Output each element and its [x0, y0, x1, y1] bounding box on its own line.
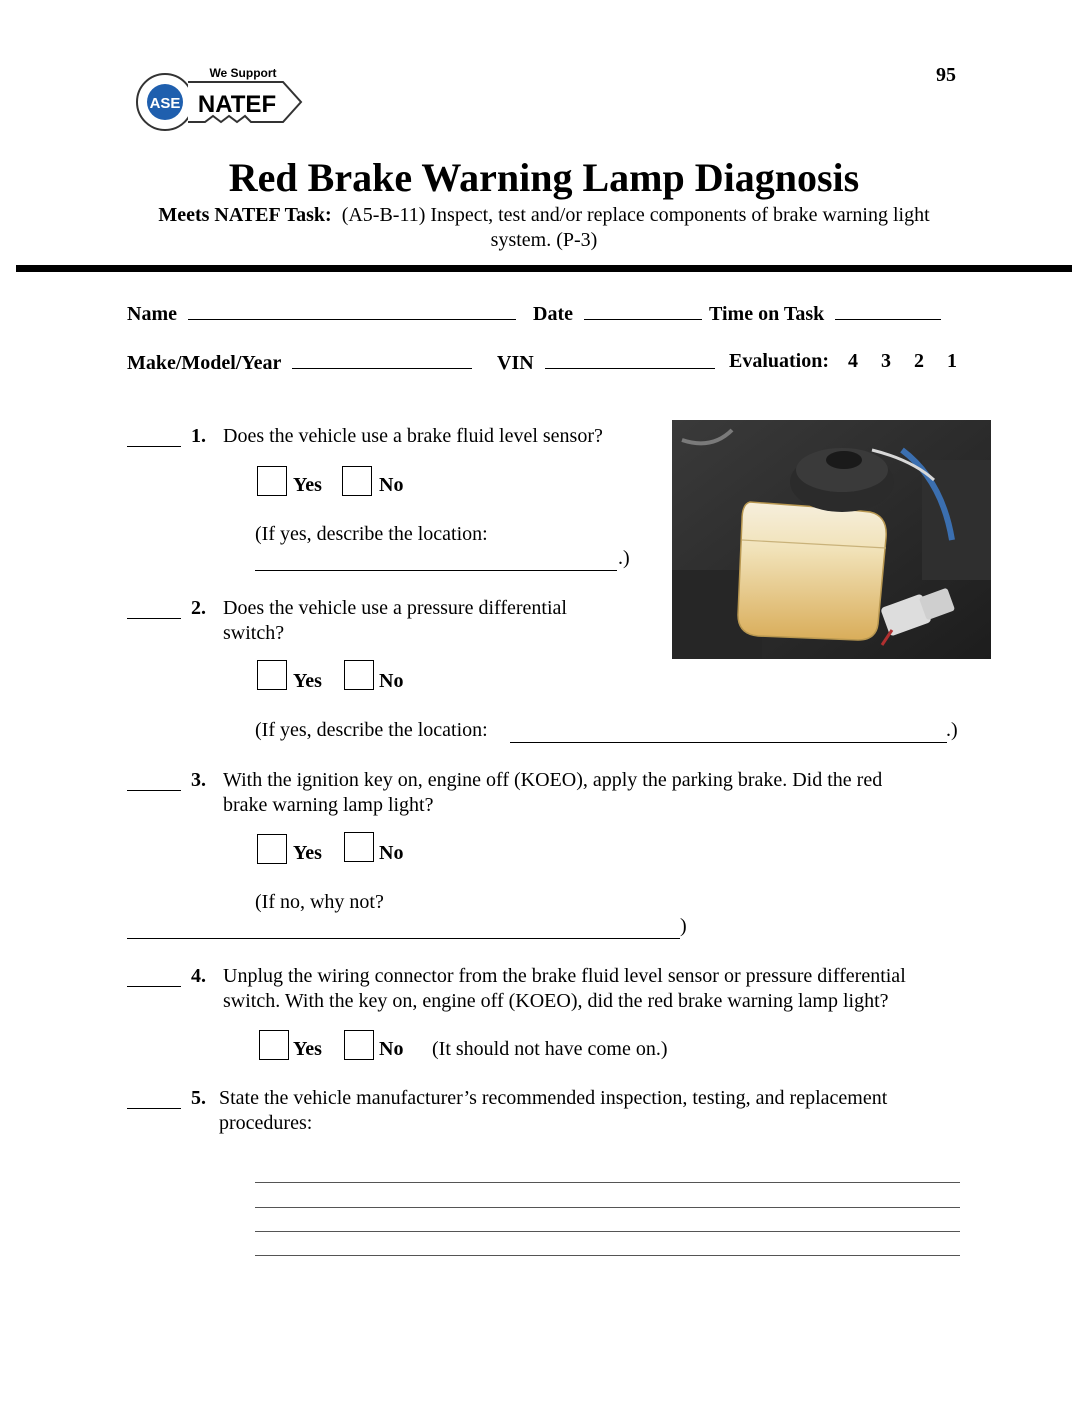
- q2-note-end: .): [946, 719, 958, 741]
- q3-yes-checkbox[interactable]: [257, 834, 287, 864]
- natef-logo: [133, 60, 305, 144]
- q3-no-label: No: [379, 842, 404, 864]
- make-model-year-line[interactable]: [292, 350, 472, 369]
- q2-text-line2: switch?: [223, 622, 285, 644]
- q4-score-blank[interactable]: [127, 966, 181, 987]
- make-model-year-field[interactable]: [127, 350, 472, 375]
- q5-answer-line[interactable]: [255, 1255, 960, 1256]
- q2-yes-label: Yes: [293, 670, 322, 692]
- q3-score-blank[interactable]: [127, 770, 181, 791]
- q2-no-checkbox[interactable]: [344, 660, 374, 690]
- vin-line[interactable]: [545, 350, 715, 369]
- q4-yes-label: Yes: [293, 1038, 322, 1060]
- q1-note-end: .): [618, 547, 630, 569]
- q2-no-label: No: [379, 670, 404, 692]
- evaluation-score-3[interactable]: 3: [881, 350, 892, 372]
- q3-text-line1: With the ignition key on, engine off (KOEO), apply the parking brake. Did the red: [223, 769, 883, 791]
- time-on-task-label: Time on Task: [709, 303, 825, 325]
- q3-text: [223, 768, 882, 818]
- q3-text-line2: brake warning lamp light?: [223, 794, 434, 816]
- q3-yes-label: Yes: [293, 842, 322, 864]
- q5-answer-line[interactable]: [255, 1182, 960, 1183]
- q2-note: (If yes, describe the location:: [255, 719, 488, 741]
- q5-text-line1: State the vehicle manufacturer’s recommended inspection, testing, and replacement: [219, 1087, 888, 1109]
- q1-yes-checkbox[interactable]: [257, 466, 287, 496]
- q4-text: [223, 964, 906, 1014]
- q2-number: 2.: [191, 597, 206, 619]
- vin-label: VIN: [497, 352, 534, 374]
- name-line[interactable]: [188, 301, 516, 320]
- evaluation-score-1[interactable]: 1: [947, 350, 958, 372]
- task-description: [0, 203, 1088, 253]
- q1-yes-label: Yes: [293, 474, 322, 496]
- q5-number: 5.: [191, 1087, 206, 1109]
- date-field[interactable]: [533, 301, 702, 326]
- name-label: Name: [127, 303, 177, 325]
- name-field[interactable]: [127, 301, 516, 326]
- q3-reason-line[interactable]: [127, 938, 680, 939]
- q4-note: (It should not have come on.): [432, 1038, 668, 1060]
- q1-number: 1.: [191, 425, 206, 447]
- time-on-task-line[interactable]: [835, 301, 941, 320]
- evaluation-score-2[interactable]: 2: [914, 350, 925, 372]
- q1-location-line[interactable]: [255, 570, 617, 571]
- logo-ase-text: ASE: [149, 95, 181, 112]
- q4-no-checkbox[interactable]: [344, 1030, 374, 1060]
- make-model-year-label: Make/Model/Year: [127, 352, 282, 374]
- q2-score-blank[interactable]: [127, 598, 181, 619]
- q4-text-line1: Unplug the wiring connector from the brake fluid level sensor or pressure differential: [223, 965, 906, 987]
- time-on-task-field[interactable]: [709, 301, 941, 326]
- q2-text: [223, 596, 567, 646]
- q5-answer-line[interactable]: [255, 1207, 960, 1208]
- evaluation-score-4[interactable]: 4: [848, 350, 859, 372]
- q2-location-line[interactable]: [510, 742, 947, 743]
- q1-score-blank[interactable]: [127, 426, 181, 447]
- header-rule: [16, 265, 1072, 272]
- q3-number: 3.: [191, 769, 206, 791]
- task-text-line2: system. (P-3): [490, 229, 598, 251]
- q4-text-line2: switch. With the key on, engine off (KOEO), did the red brake warning lamp light?: [223, 990, 889, 1012]
- q3-note: (If no, why not?: [255, 891, 384, 913]
- date-label: Date: [533, 303, 573, 325]
- logo-tagline: We Support: [209, 66, 277, 80]
- logo-natef-text: NATEF: [197, 91, 277, 118]
- evaluation-label: Evaluation:: [729, 350, 830, 372]
- q5-score-blank[interactable]: [127, 1088, 181, 1109]
- evaluation-field: [729, 350, 957, 373]
- q1-no-checkbox[interactable]: [342, 466, 372, 496]
- q2-yes-checkbox[interactable]: [257, 660, 287, 690]
- task-text-line1: (A5-B-11) Inspect, test and/or replace components of brake warning light: [341, 204, 930, 226]
- page-title: Red Brake Warning Lamp Diagnosis: [228, 155, 860, 200]
- q4-number: 4.: [191, 965, 206, 987]
- brake-fluid-reservoir-photo: [672, 420, 991, 659]
- q4-yes-checkbox[interactable]: [259, 1030, 289, 1060]
- q2-text-line1: Does the vehicle use a pressure differential: [223, 597, 567, 619]
- task-label: Meets NATEF Task:: [158, 204, 332, 226]
- q4-no-label: No: [379, 1038, 404, 1060]
- q5-answer-line[interactable]: [255, 1231, 960, 1232]
- vin-field[interactable]: [497, 350, 715, 375]
- q5-text-line2: procedures:: [219, 1112, 313, 1134]
- q3-note-end: ): [680, 915, 687, 937]
- q1-note: (If yes, describe the location:: [255, 523, 488, 545]
- q1-no-label: No: [379, 474, 404, 496]
- q1-text: Does the vehicle use a brake fluid level sensor?: [223, 425, 603, 447]
- date-line[interactable]: [584, 301, 702, 320]
- page-number: 95: [936, 64, 956, 86]
- q3-no-checkbox[interactable]: [344, 832, 374, 862]
- q5-text: [219, 1086, 887, 1136]
